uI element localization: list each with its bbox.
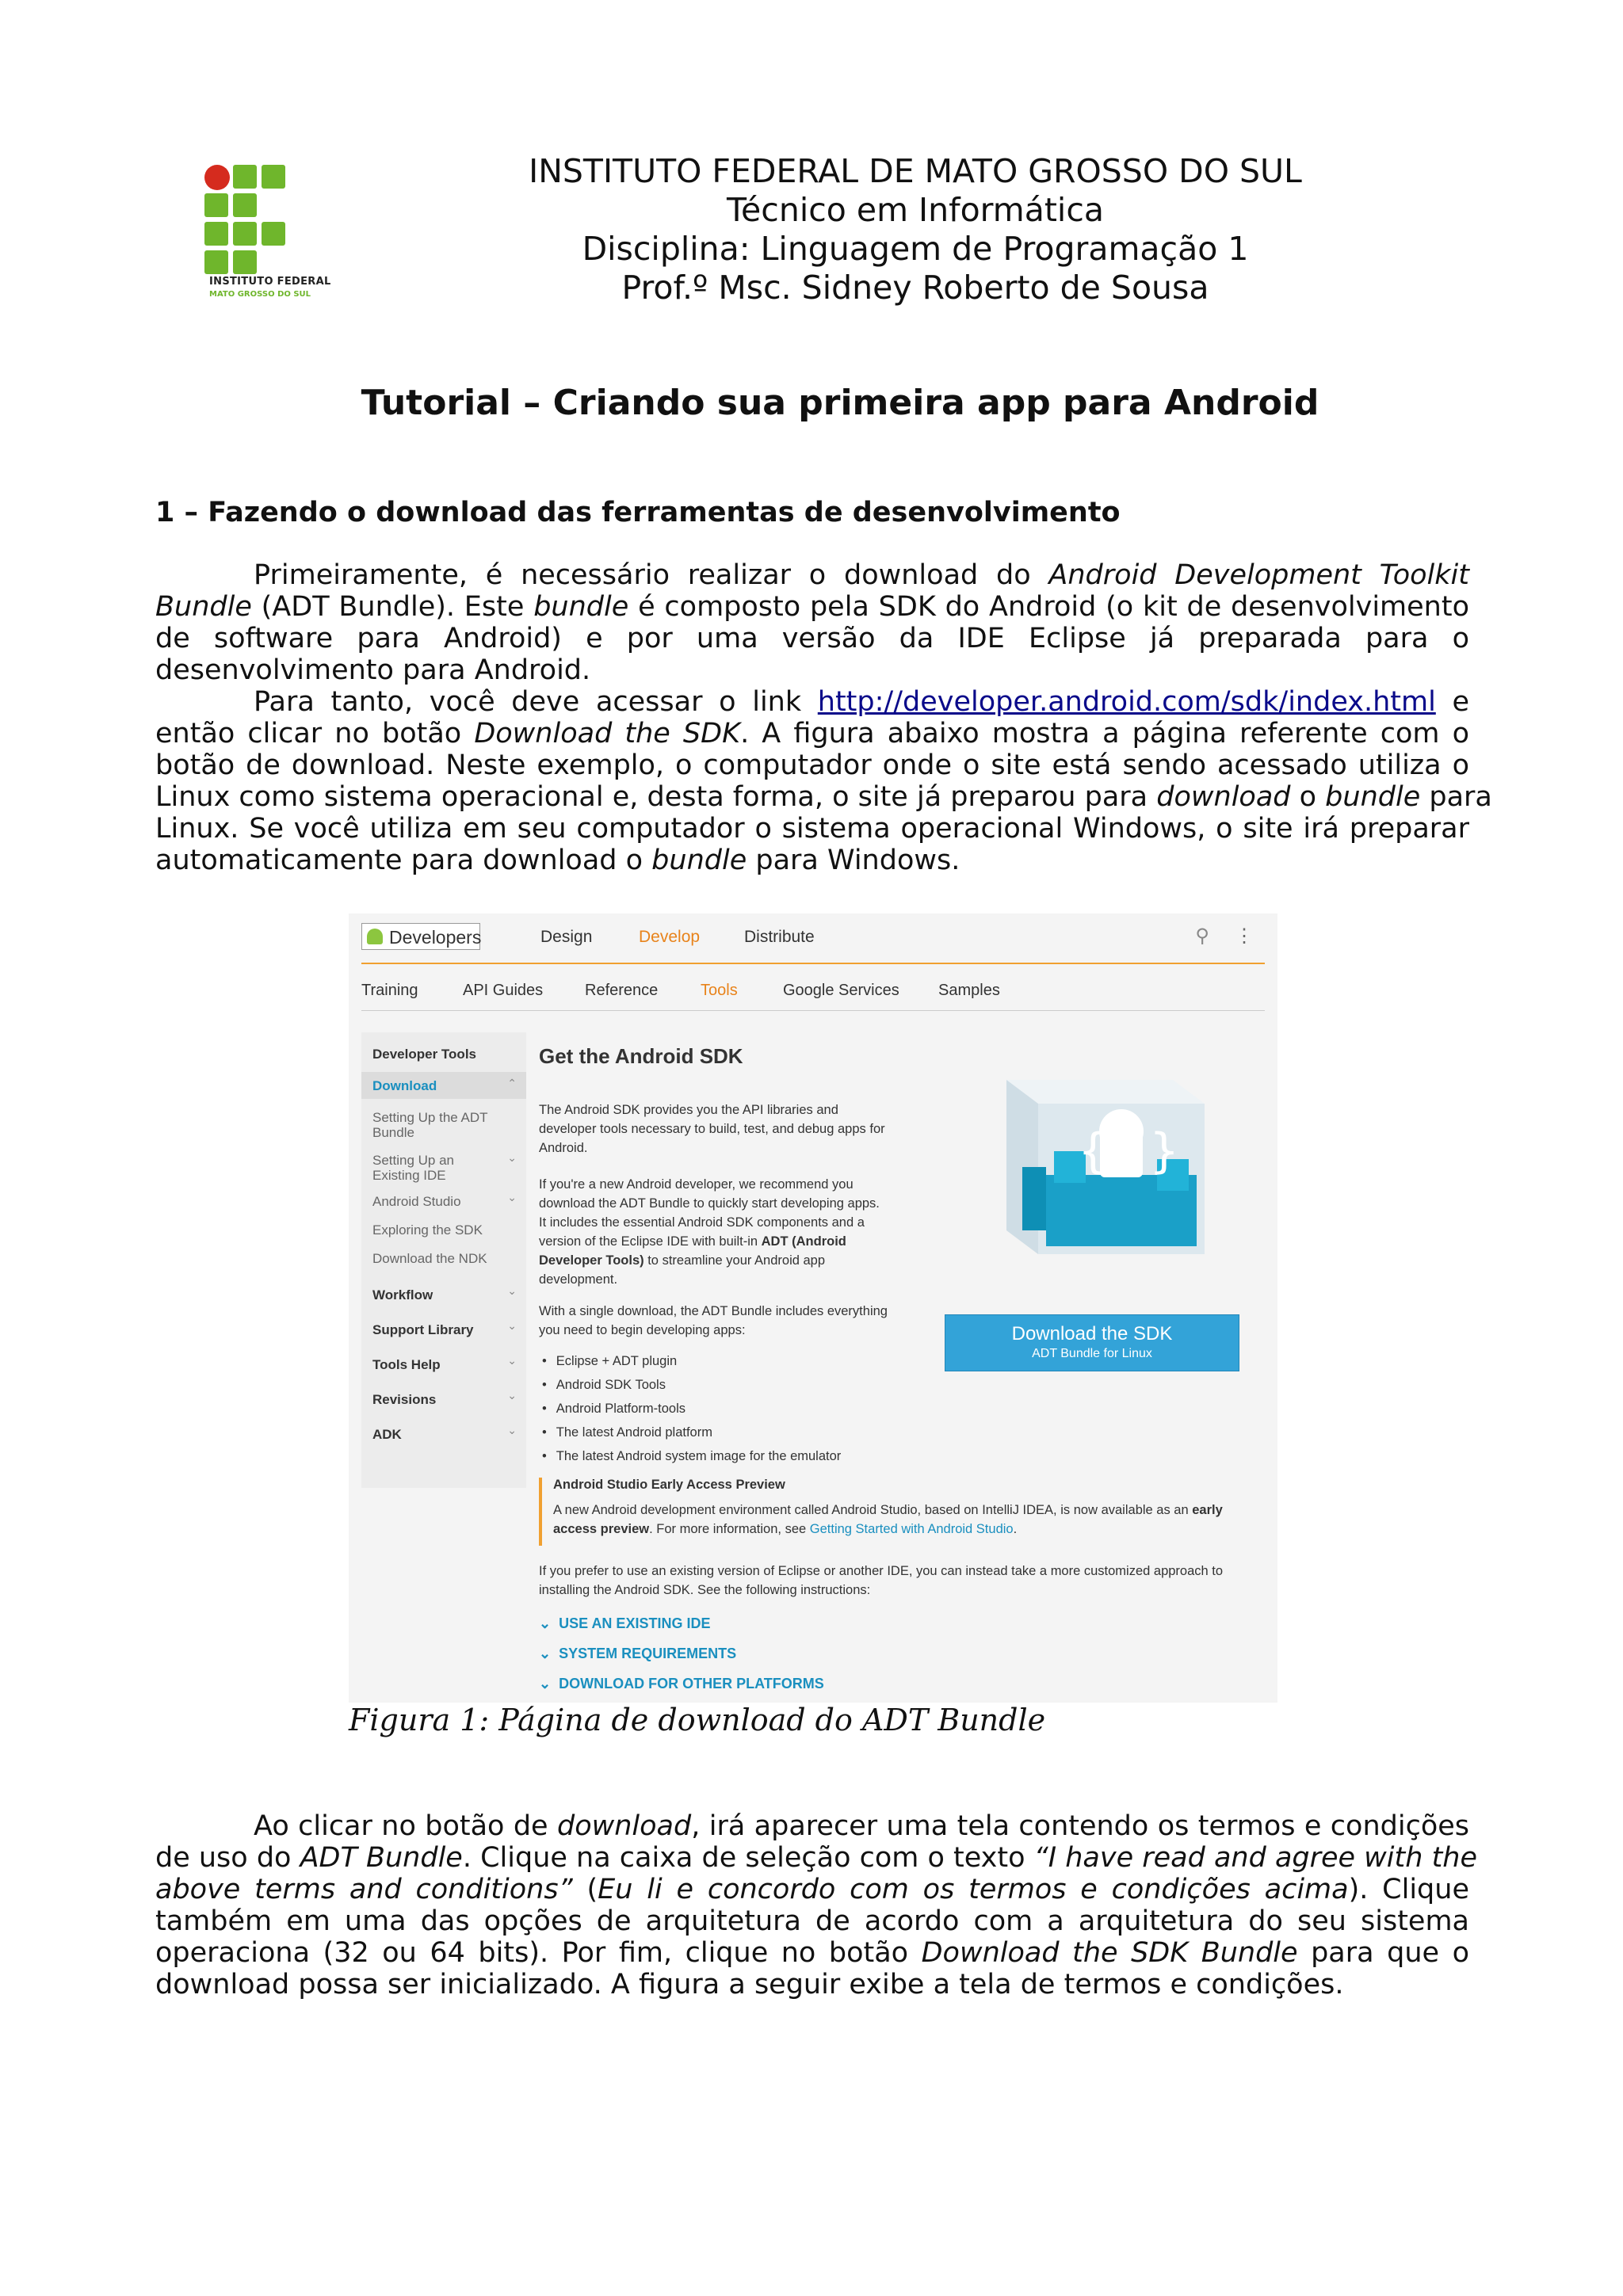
sdk-existing: If you prefer to use an existing version of Eclipse or another IDE, you can instead take a more customized approach to installing the Android SDK. See the following instructions:	[539, 1564, 1224, 1597]
paragraph-3: Ao clicar no botão de download, irá aparecer uma tela contendo os termos e condições de uso do ADT Bundle. Clique na caixa de seleção com o texto “I have read and agree with the above terms and conditions” (Eu li e concordo com os termos e condições acima). Clique também em uma das opções de arquitetura de acordo com a arquitetura do seu sistema operaciona (32 ou 64 bits). Por fim, clique no botão Download the SDK Bundle para que o download possa ser inicializado. A figura a seguir exibe a tela de termos e condições.	[155, 1810, 1478, 2000]
sdk-heading: Get the Android SDK	[539, 1044, 743, 1068]
svg-text:{: {	[1078, 1123, 1109, 1179]
nav-develop[interactable]: Develop	[639, 928, 701, 946]
more-menu-icon[interactable]: ⋮	[1235, 925, 1254, 947]
chevron-down-icon: ⌄	[507, 1284, 517, 1297]
sidebar-group-adk[interactable]: ADK	[372, 1427, 402, 1442]
top-nav	[361, 923, 1265, 964]
sdk-single: With a single download, the ADT Bundle includes everything you need to begin developing apps:	[539, 1304, 888, 1337]
sidebar-group-tools-help[interactable]: Tools Help	[372, 1357, 441, 1372]
preview-title: Android Studio Early Access Preview	[553, 1478, 785, 1492]
chevron-down-icon: ⌄	[507, 1389, 517, 1402]
subnav-samples[interactable]: Samples	[938, 982, 1000, 999]
institution-header	[444, 152, 1387, 307]
developers-brand[interactable]: Developers	[361, 923, 480, 950]
sub-nav	[361, 971, 1265, 1011]
bullet: • Android SDK Tools	[542, 1378, 666, 1393]
logo-state: MATO GROSSO DO SUL	[209, 290, 311, 299]
paragraph-2: Para tanto, você deve acessar o link http://developer.android.com/sdk/index.html e então clicar no botão Download the SDK. A figura abaixo mostra a página referente com o botão de download. Neste exemplo, o computador onde o site está sendo acessado utiliza o Linux como sistema operacional e, desta forma, o site já preparou para download o bundle para Linux. Se você utiliza em seu computador o sistema operacional Windows, o site irá preparar automaticamente para download o bundle para Windows.	[155, 686, 1492, 876]
expander-other-platforms[interactable]: ⌄ DOWNLOAD FOR OTHER PLATFORMS	[539, 1676, 824, 1691]
sidebar-group-workflow[interactable]: Workflow	[372, 1287, 433, 1302]
chevron-down-icon: ⌄	[507, 1151, 517, 1164]
sdk-intro: The Android SDK provides you the API libraries and developer tools necessary to build, test, and debug apps for Android.	[539, 1103, 885, 1155]
chevron-down-icon: ⌄	[507, 1424, 517, 1436]
android-icon	[367, 929, 383, 944]
sidebar-group-support[interactable]: Support Library	[372, 1322, 474, 1337]
preview-text: A new Android development environment called Android Studio, based on IntelliJ IDEA, is now available as an early access preview. For more information, see Getting Started with Android Studio.	[553, 1503, 1223, 1536]
figure-caption: Figura 1: Página de download do ADT Bundle	[349, 1703, 1046, 1737]
nav-design[interactable]: Design	[540, 928, 593, 946]
institute-logo	[204, 165, 331, 307]
institution-name: INSTITUTO FEDERAL DE MATO GROSSO DO SUL	[529, 152, 1302, 190]
download-sdk-button[interactable]: Download the SDK ADT Bundle for Linux	[945, 1314, 1239, 1371]
section-heading: 1 – Fazendo o download das ferramentas de desenvolvimento	[155, 497, 1121, 528]
paragraph-1: Primeiramente, é necessário realizar o download do Android Development Toolkit Bundle (ADT Bundle). Este bundle é composto pela SDK do Android (o kit de desenvolvimento de software para Android) e por uma versão da IDE Eclipse já preparada para o desenvolvimento para Android.	[155, 559, 1469, 686]
bullet: • Eclipse + ADT plugin	[542, 1354, 677, 1369]
sidebar	[361, 1032, 526, 1488]
sdk-newdev: If you're a new Android developer, we recommend you download the ADT Bundle to quickly start developing apps. It includes the essential Android SDK components and a version of the Eclipse IDE with built-in ADT (Android Developer Tools) to streamline your Android app development.	[539, 1177, 880, 1287]
studio-link[interactable]: Getting Started with Android Studio	[809, 1522, 1014, 1536]
sidebar-sub-existing-ide[interactable]: Setting Up an Existing IDE	[372, 1153, 455, 1183]
svg-text:}: }	[1149, 1123, 1180, 1179]
sidebar-group-revisions[interactable]: Revisions	[372, 1392, 437, 1407]
bullet: • Android Platform-tools	[542, 1402, 685, 1417]
sdk-link[interactable]: http://developer.android.com/sdk/index.html	[817, 686, 1436, 718]
chevron-down-icon: ⌄	[507, 1354, 517, 1367]
logo-red-circle	[204, 165, 230, 190]
subnav-reference[interactable]: Reference	[585, 982, 659, 999]
bullet: • The latest Android system image for the emulator	[542, 1449, 841, 1464]
expander-existing-ide[interactable]: ⌄ USE AN EXISTING IDE	[539, 1615, 711, 1631]
sidebar-title: Developer Tools	[372, 1047, 476, 1062]
nav-distribute[interactable]: Distribute	[744, 928, 815, 946]
sidebar-sub-exploring[interactable]: Exploring the SDK	[372, 1222, 483, 1238]
sidebar-sub-studio[interactable]: Android Studio	[372, 1194, 461, 1209]
logo-name: INSTITUTO FEDERAL	[209, 276, 331, 288]
sdk-cube-illustration	[975, 1056, 1212, 1262]
studio-preview-note	[539, 1478, 1266, 1546]
subnav-api-guides[interactable]: API Guides	[463, 982, 544, 999]
subnav-training[interactable]: Training	[361, 982, 418, 999]
chevron-up-icon: ⌃	[507, 1077, 517, 1089]
sidebar-item-download[interactable]: Download	[372, 1078, 437, 1093]
discipline: Disciplina: Linguagem de Programação 1	[582, 230, 1249, 268]
search-icon[interactable]: ⚲	[1195, 925, 1209, 947]
chevron-down-icon: ⌄	[507, 1319, 517, 1332]
chevron-down-icon: ⌄	[507, 1191, 517, 1203]
subnav-tools[interactable]: Tools	[701, 982, 738, 999]
document-title: Tutorial – Criando sua primeira app para Android	[361, 383, 1319, 423]
bullet: • The latest Android platform	[542, 1425, 712, 1440]
expander-system-req[interactable]: ⌄ SYSTEM REQUIREMENTS	[539, 1646, 737, 1661]
professor: Prof.º Msc. Sidney Roberto de Sousa	[621, 269, 1209, 307]
sidebar-sub-adt[interactable]: Setting Up the ADT Bundle	[372, 1110, 488, 1140]
subnav-google-services[interactable]: Google Services	[783, 982, 899, 999]
sidebar-sub-ndk[interactable]: Download the NDK	[372, 1251, 487, 1266]
course-name: Técnico em Informática	[726, 191, 1104, 229]
figure-screenshot	[349, 913, 1277, 1703]
